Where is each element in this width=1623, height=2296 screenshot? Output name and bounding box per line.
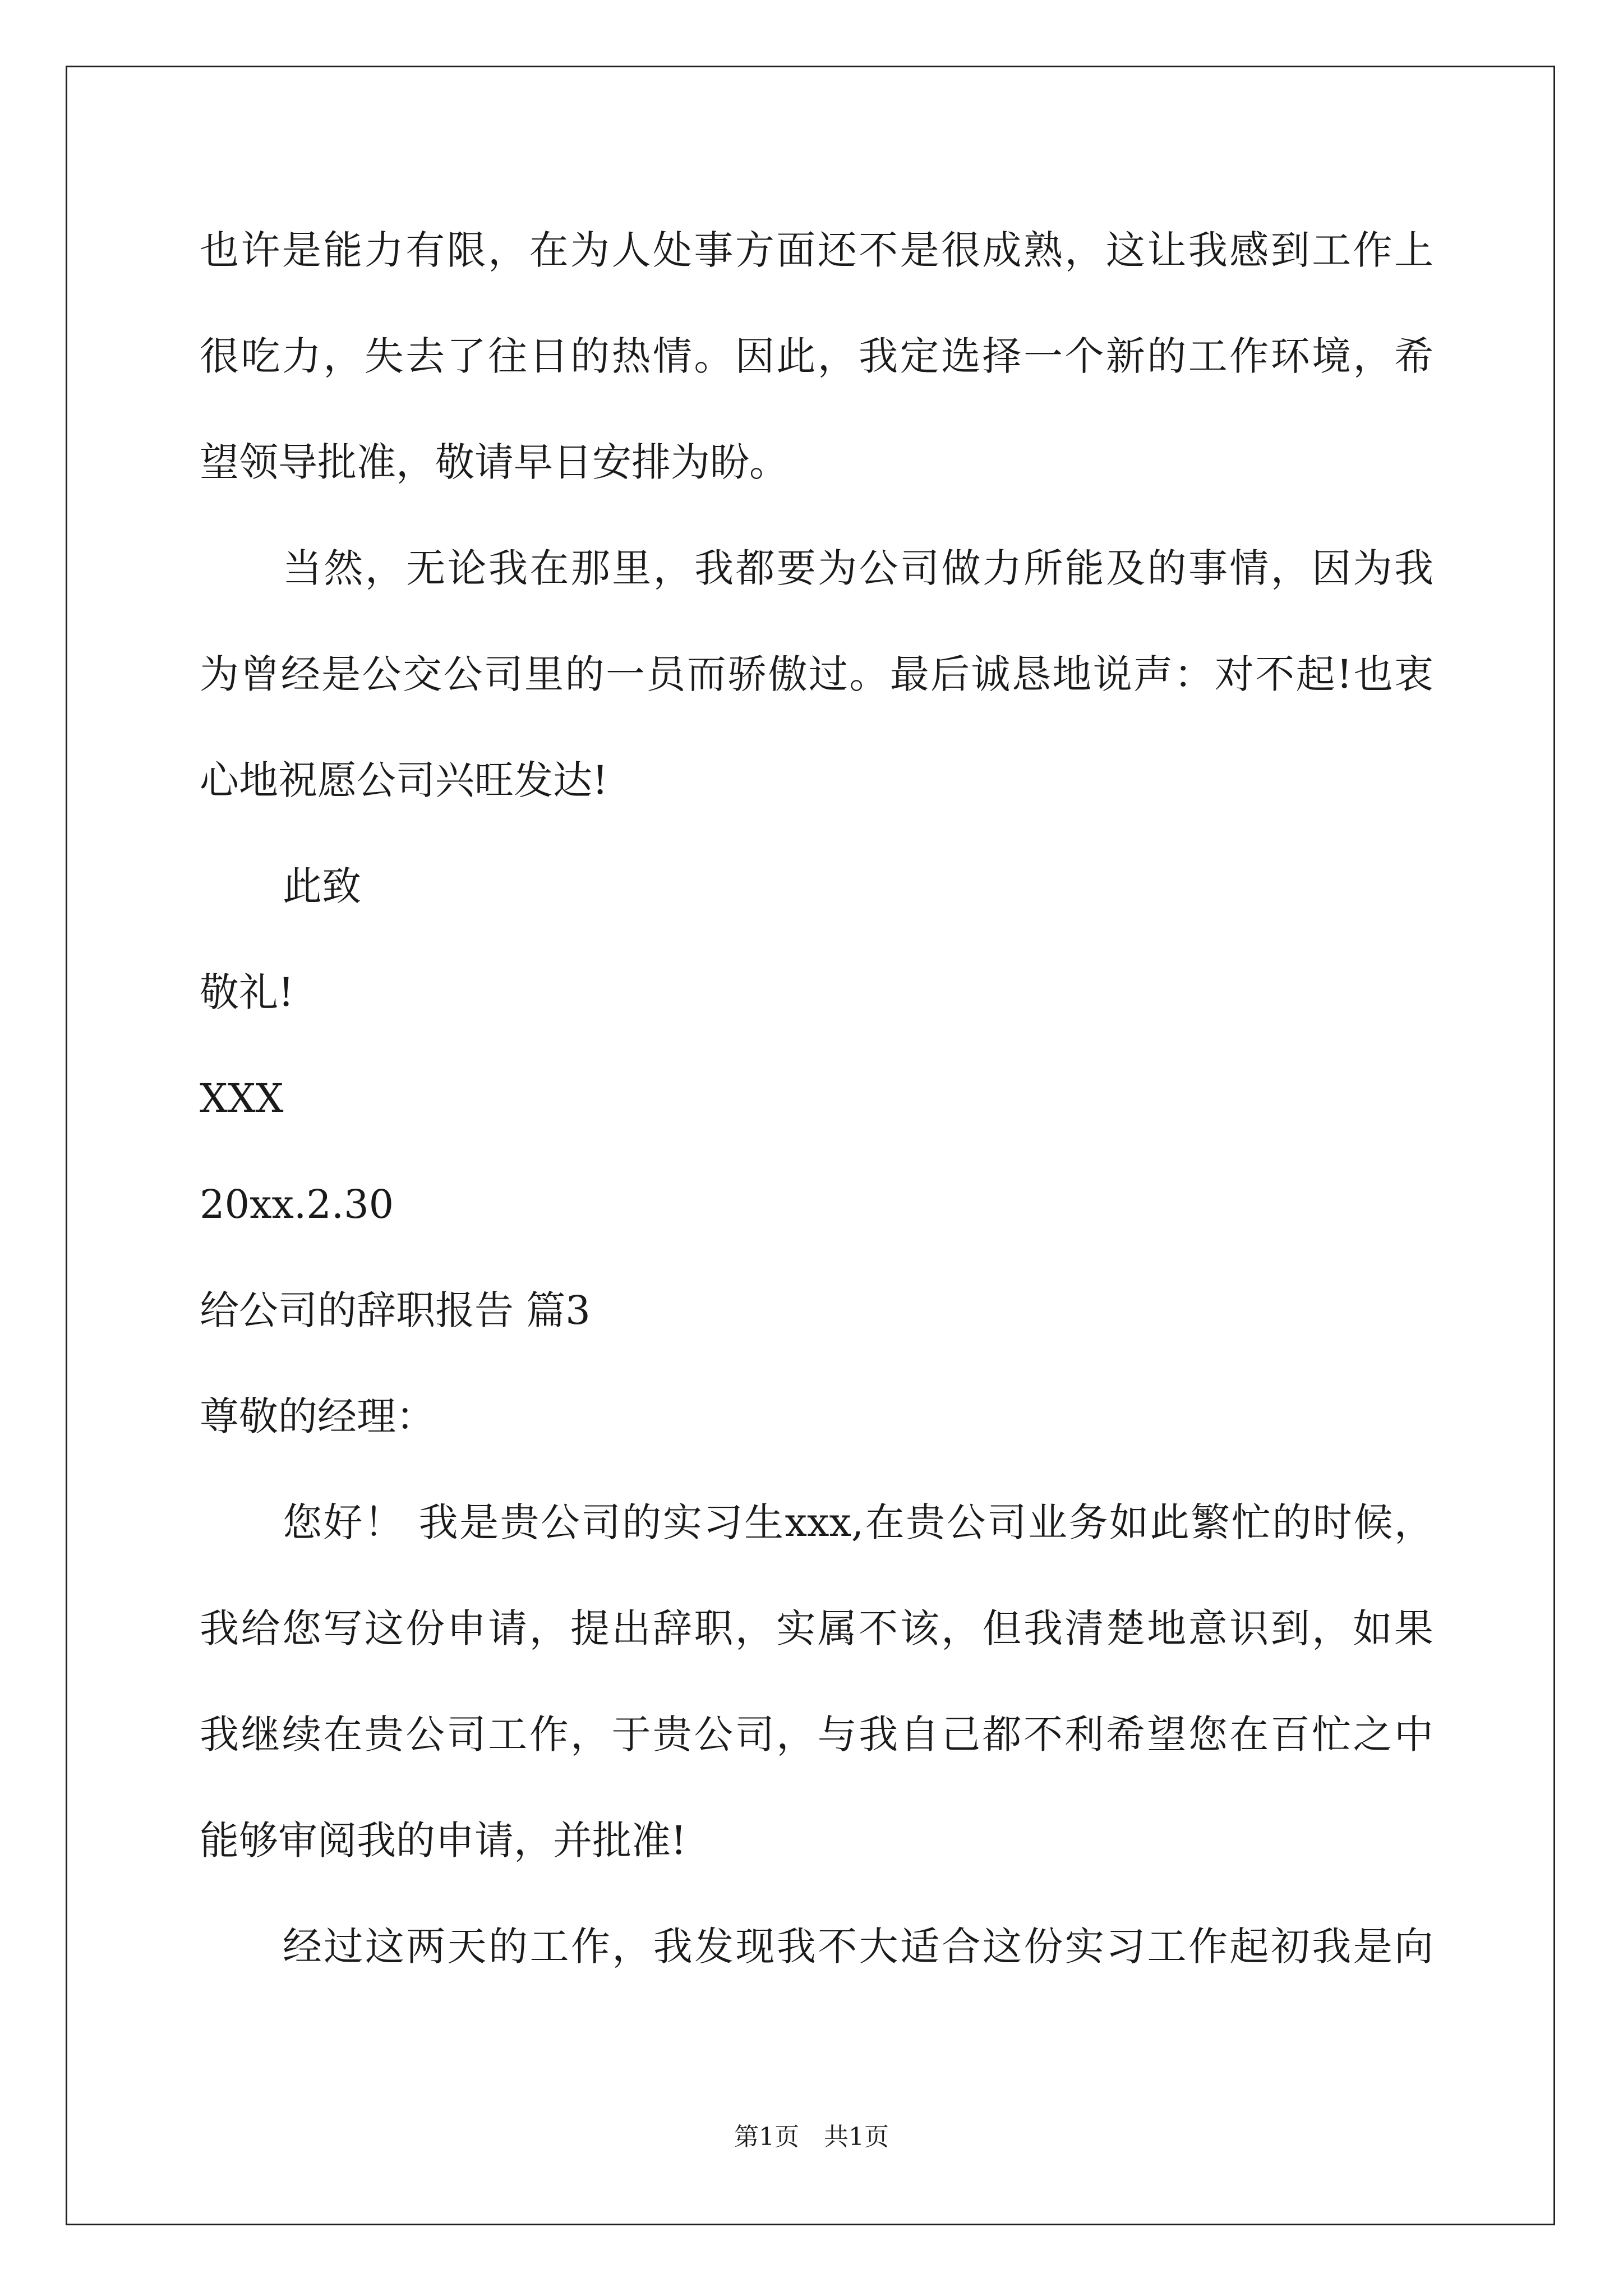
- closing-regards: 敬礼!: [200, 969, 294, 1015]
- paragraph-line: 您好！ 我是贵公司的实习生xxx,在贵公司业务如此繁忙的时候，: [283, 1499, 1433, 1545]
- page-border: [66, 66, 1555, 2225]
- paragraph-line: 望领导批准，敬请早日安排为盼。: [200, 439, 789, 485]
- page-footer: 第1页 共1页: [734, 2123, 889, 2151]
- paragraph-line: 当然，无论我在那里，我都要为公司做力所能及的事情，因为我: [283, 545, 1433, 591]
- paragraph-line: 我继续在贵公司工作，于贵公司，与我自己都不利希望您在百忙之中: [200, 1711, 1433, 1757]
- paragraph-line: 也许是能力有限，在为人处事方面还不是很成熟，这让我感到工作上: [200, 227, 1433, 273]
- section-heading: 给公司的辞职报告 篇3: [200, 1287, 591, 1333]
- paragraph-line: 我给您写这份申请，提出辞职，实属不该，但我清楚地意识到，如果: [200, 1605, 1433, 1651]
- paragraph-line: 为曾经是公交公司里的一员而骄傲过。最后诚恳地说声：对不起!也衷: [200, 651, 1433, 697]
- paragraph-line: 能够审阅我的申请，并批准!: [200, 1818, 687, 1864]
- signature-name: XXX: [200, 1075, 284, 1121]
- paragraph-line: 很吃力，失去了往日的热情。因此，我定选择一个新的工作环境，希: [200, 333, 1433, 379]
- paragraph-line: 心地祝愿公司兴旺发达!: [200, 757, 608, 803]
- closing-salutation: 此致: [283, 863, 361, 909]
- paragraph-line: 经过这两天的工作，我发现我不大适合这份实习工作起初我是向: [283, 1924, 1433, 1970]
- signature-date: 20xx.2.30: [200, 1181, 394, 1227]
- greeting: 尊敬的经理：: [200, 1393, 435, 1439]
